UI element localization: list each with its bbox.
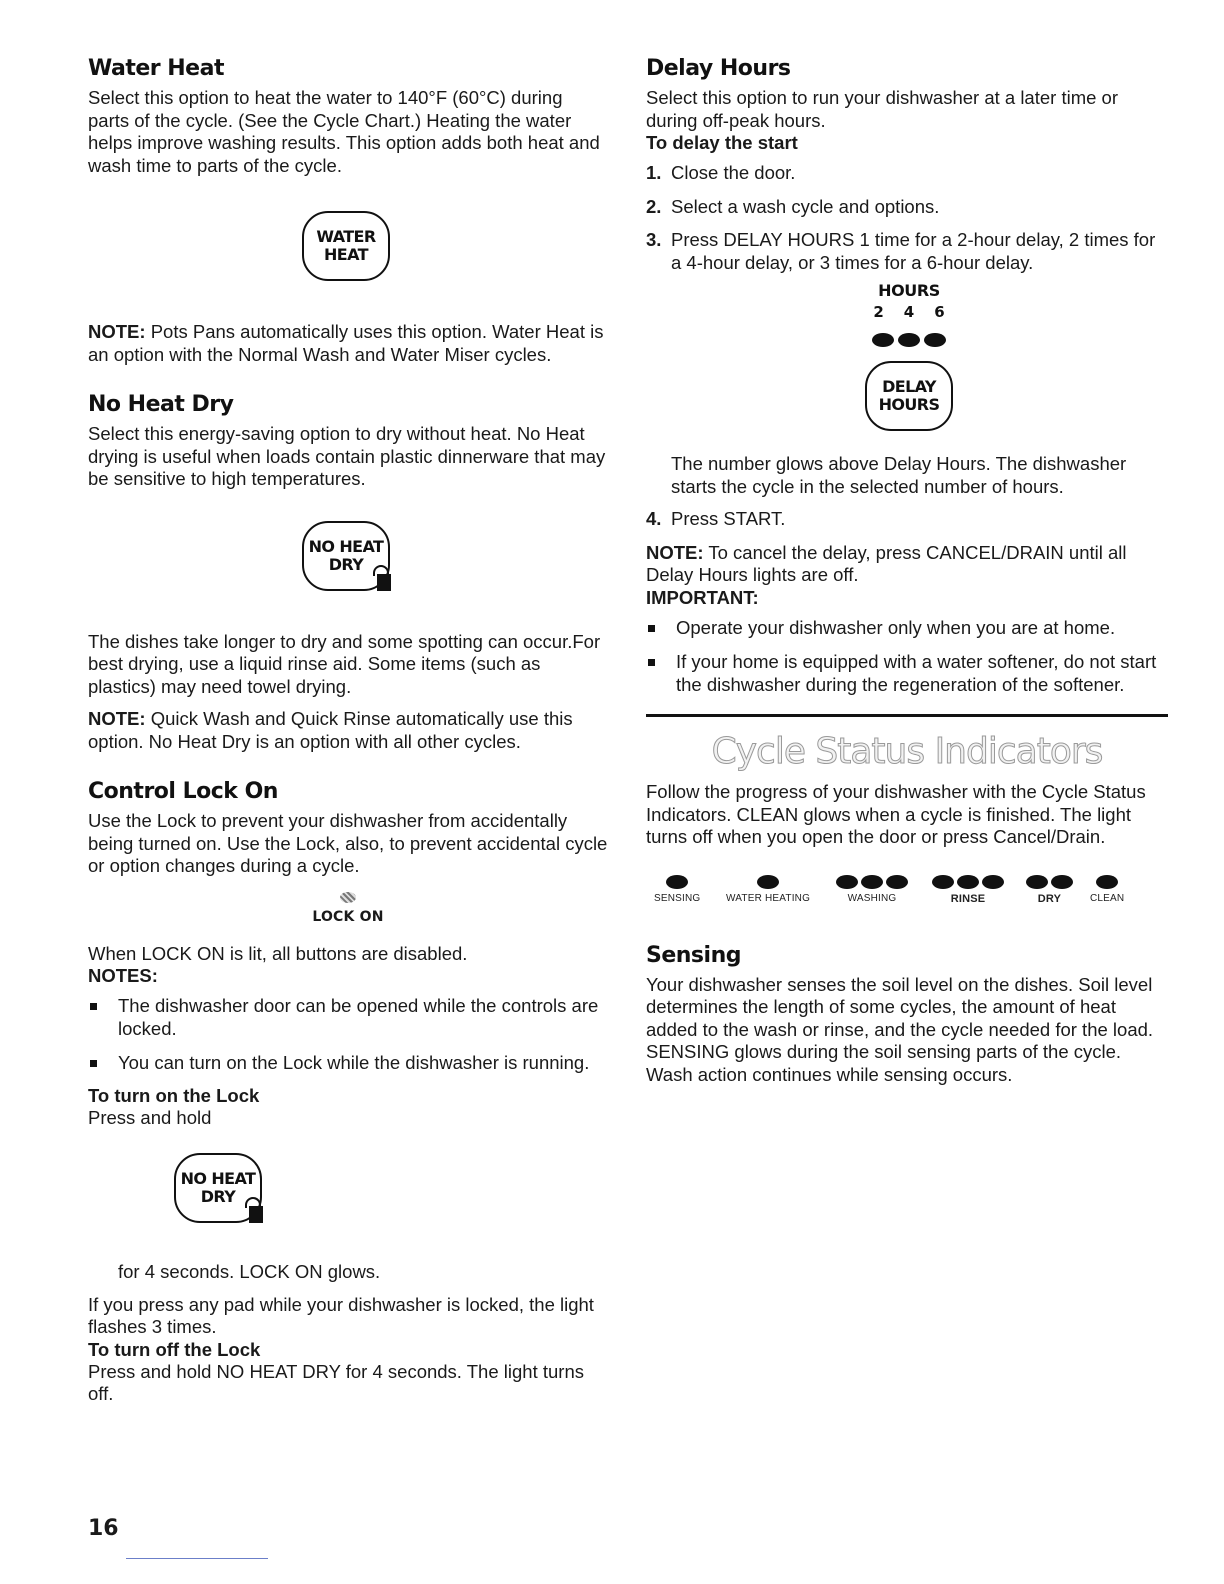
delay-glow-text: The number glows above Delay Hours. The dishwasher starts the cycle in the selected number of hours. [671,453,1127,497]
delay-hours-button-line2: HOURS [878,395,940,414]
turn-off-lock-text: Press and hold NO HEAT DRY for 4 seconds. The light turns off. [88,1360,584,1404]
list-item [646,508,1168,531]
lock-icon [249,1206,263,1223]
lock-on-lit-text: When LOCK ON is lit, all buttons are disabled. [88,942,468,964]
status-light-icon [1051,875,1073,889]
no-heat-dry-button-illustration [302,521,390,591]
water-heat-body: Select this option to heat the water to 140°F (60°C) during parts of the cycle. (See the Cycle Chart.) Heating the water helps improve washing results. This option adds both heat and wash time to parts of the cycle. [88,87,600,176]
hours-value: 4 [903,303,915,321]
hours-light-icon [872,333,894,347]
status-light-icon [757,875,779,889]
no-heat-dry-body: Select this energy-saving option to dry without heat. No Heat drying is useful when loads contain plastic dinnerware that may be sensitive to high temperatures. [88,423,606,489]
list-item [646,229,1168,274]
note-label: NOTE: [88,708,146,729]
water-heat-note-text: Pots Pans automatically uses this option. Water Heat is an option with the Normal Wash and Water Miser cycles. [88,321,604,365]
cycle-status-body: Follow the progress of your dishwasher with the Cycle Status Indicators. CLEAN glows when a cycle is finished. The light turns off when you open the door or press Cancel/Drain. [646,781,1146,847]
hours-lights [872,333,946,347]
hours-value: 6 [934,303,945,321]
hours-values [873,303,944,321]
status-label: WASHING [847,892,897,904]
status-light-icon [666,875,688,889]
turn-on-lock-text: Press and hold [88,1106,212,1128]
status-light-icon [886,875,908,889]
status-label: SENSING [654,892,701,904]
delay-hours-button-line1: DELAY [882,377,936,396]
status-indicator-rinse [932,875,1004,905]
sensing-heading: Sensing [646,942,741,968]
status-label: CLEAN [1090,892,1125,904]
status-light-icon [1026,875,1048,889]
left-column [88,56,608,1406]
cycle-status-banner: Cycle Status Indicators [711,731,1103,772]
delay-hours-button-illustration [865,361,953,431]
step-text: Press START. [671,508,786,529]
status-light-icon [982,875,1004,889]
no-heat-dry-note-text: Quick Wash and Quick Rinse automatically use this option. No Heat Dry is an option with all other cycles. [88,708,573,752]
status-light-icon [957,875,979,889]
no-heat-dry-body2: The dishes take longer to dry and some spotting can occur.For best drying, use a liquid rinse aid. Some items (such as plastics) may need towel drying. [88,630,601,697]
water-heat-button-line2: HEAT [324,245,368,264]
notes-heading: NOTES: [88,965,158,986]
lock-icon [377,574,391,591]
status-label: WATER HEATING [726,892,811,904]
step-text: Press DELAY HOURS 1 time for a 2-hour delay, 2 times for a 4-hour delay, or 3 times for a 6-hour delay. [671,229,1156,273]
status-indicator-dry [1026,875,1073,905]
note-label: NOTE: [88,321,146,342]
lock-on-indicator [88,892,608,925]
right-column [646,56,1168,1086]
list-item: Operate your dishwasher only when you are at home. [646,617,1168,640]
list-item: The dishwasher door can be opened while the controls are locked. [88,995,608,1040]
hours-light-icon [924,333,946,347]
status-light-icon [861,875,883,889]
lock-seconds-text: for 4 seconds. LOCK ON glows. [118,1261,381,1282]
lock-on-light-icon [340,892,356,903]
delay-steps-list [646,162,1168,274]
status-indicator-washing [836,875,908,904]
lock-flash-text: If you press any pad while your dishwasher is locked, the light flashes 3 times. [88,1293,594,1337]
hours-value: 2 [873,303,884,321]
step-text: Select a wash cycle and options. [671,195,940,217]
step-number: 1. [646,162,662,183]
lock-notes-list [88,995,608,1075]
status-label: DRY [1037,892,1062,905]
list-item: You can turn on the Lock while the dishwasher is running. [88,1052,608,1075]
delay-step4 [646,508,1168,531]
sensing-body: Your dishwasher senses the soil level on the dishes. Soil level determines the length of some cycles, the amount of heat added to the wash or rinse, and the cycle needed for the load. SENSING glows during the soil sensing parts of the cycle. Wash action continues while sensing occurs. [646,973,1154,1085]
list-item: If your home is equipped with a water softener, do not start the dishwasher during the regeneration of the softener. [646,651,1168,696]
delay-hours-body: Select this option to run your dishwasher at a later time or during off-peak hours. [646,87,1118,131]
control-lock-body: Use the Lock to prevent your dishwasher from accidentally being turned on. Use the Lock, also, to prevent accidental cycle or option changes during a cycle. [88,810,608,876]
hours-light-icon [898,333,920,347]
delay-note-text: To cancel the delay, press CANCEL/DRAIN until all Delay Hours lights are off. [646,541,1127,585]
delay-hours-heading: Delay Hours [646,56,791,81]
no-heat-dry-heading: No Heat Dry [88,392,234,417]
step-number: 4. [646,508,662,529]
note-label: NOTE: [646,541,704,563]
no-heat-dry-note [88,708,608,753]
status-indicator-water-heating [726,875,810,904]
status-light-icon [836,875,858,889]
status-light-icon [932,875,954,889]
footer-line [126,1558,268,1559]
water-heat-heading: Water Heat [88,56,224,81]
status-label: RINSE [950,892,986,905]
lock-on-label: LOCK ON [312,908,384,925]
turn-off-lock-heading: To turn off the Lock [88,1338,261,1360]
no-heat-dry-button-line1: NO HEAT [308,536,384,556]
section-divider [646,714,1168,717]
status-light-icon [1096,875,1118,889]
hours-label: HOURS [878,281,940,300]
no-heat-dry-button-line1: NO HEAT [180,1169,256,1188]
no-heat-dry-button-illustration [174,1153,262,1223]
delay-note [646,542,1168,587]
water-heat-button-line1: WATER [316,227,376,246]
water-heat-note [88,321,608,366]
important-list [646,617,1168,697]
list-item [646,196,1168,219]
turn-on-lock-heading: To turn on the Lock [88,1084,260,1106]
list-item [646,162,1168,185]
step-number: 3. [646,229,662,250]
page-number: 16 [88,1516,119,1541]
step-text: Close the door. [671,162,796,183]
cycle-status-indicators [646,875,1168,911]
status-indicator-clean [1090,875,1124,904]
control-lock-heading: Control Lock On [88,779,278,804]
no-heat-dry-button-line2: DRY [200,1187,236,1206]
delay-hours-indicator [646,281,1168,431]
status-indicator-sensing [654,875,700,904]
delay-start-heading: To delay the start [646,132,798,153]
important-heading: IMPORTANT: [646,586,759,608]
water-heat-button-illustration [302,211,390,281]
step-number: 2. [646,195,662,217]
no-heat-dry-button-line2: DRY [328,554,364,574]
